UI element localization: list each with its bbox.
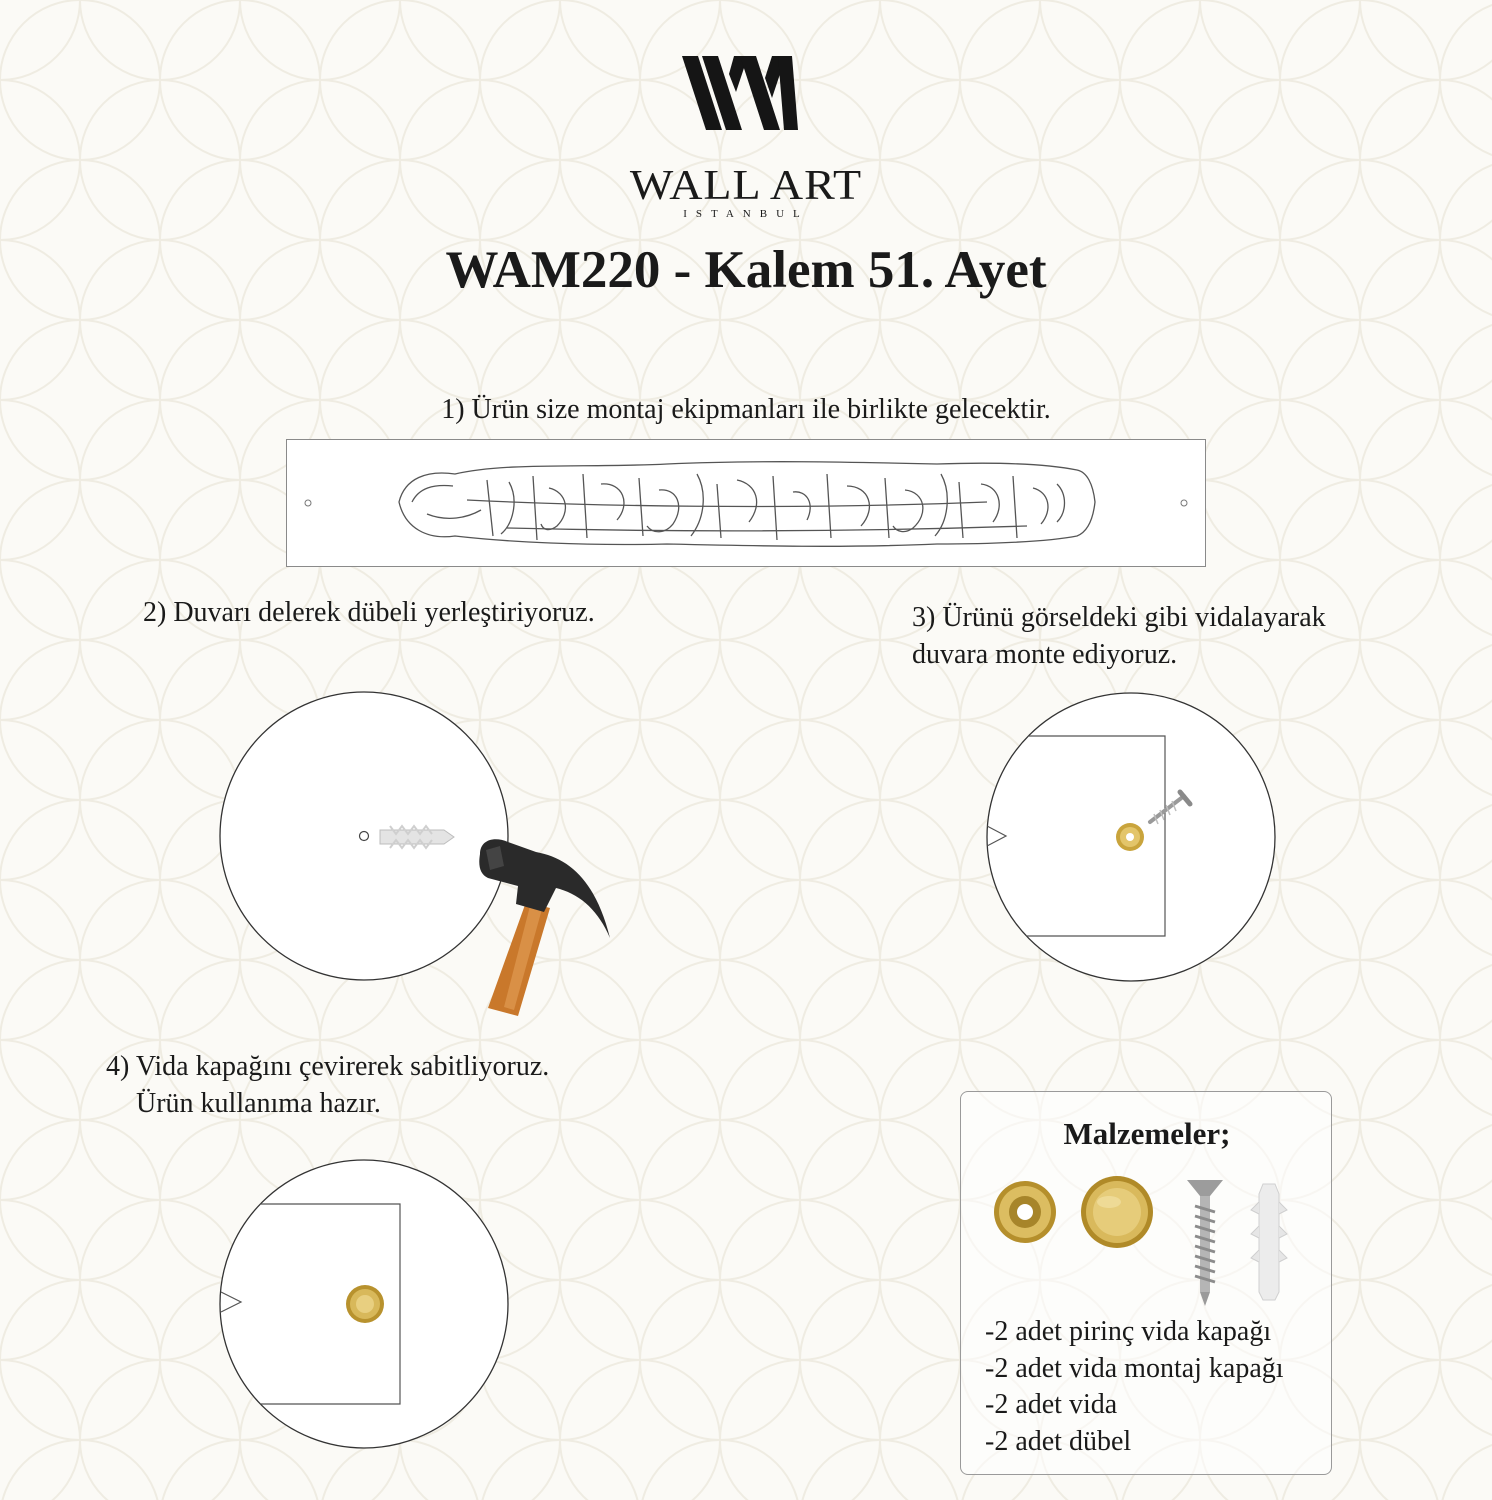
step-3-text [912, 599, 1432, 673]
step-4-illustration [218, 1158, 512, 1452]
step-2-text: 2) Duvarı delerek dübeli yerleştiriyoruz. [143, 597, 595, 628]
material-item: -2 adet dübel [985, 1425, 1132, 1457]
calligraphy-artwork [287, 440, 1205, 566]
materials-box [960, 1091, 1332, 1475]
step-3-line-1: 3) Ürünü görseldeki gibi vidalayarak [912, 602, 1326, 633]
brand-name: WALL ART [629, 161, 863, 208]
hammer-icon [479, 839, 610, 1016]
step-4-text [106, 1048, 666, 1122]
brass-cap-icon [346, 1285, 384, 1323]
material-item: -2 adet pirinç vida kapağı [985, 1316, 1272, 1347]
materials-title: Malzemeler; [1063, 1116, 1231, 1151]
step-3-line-2: duvara monte ediyoruz. [912, 639, 1178, 670]
brass-washer-icon [1116, 823, 1144, 851]
screw-icon [1183, 1174, 1227, 1308]
brand-subname: ISTANBUL [683, 208, 809, 220]
materials-list [985, 1314, 1284, 1460]
step-3-illustration [984, 690, 1278, 984]
material-item: -2 adet vida [985, 1389, 1118, 1420]
step-4-line-2: Ürün kullanıma hazır. [136, 1088, 381, 1119]
brass-cap-icon [1079, 1174, 1155, 1250]
wm-monogram-icon [676, 52, 800, 134]
product-panel [286, 439, 1206, 567]
material-item: -2 adet vida montaj kapağı [985, 1352, 1284, 1384]
step-4-line-1: 4) Vida kapağını çevirerek sabitliyoruz. [106, 1051, 550, 1082]
step-2-illustration [218, 690, 618, 1022]
page-title: WAM220 - Kalem 51. Ayet [445, 241, 1047, 299]
wall-plug-icon [1247, 1180, 1291, 1304]
step-1-text: 1) Ürün size montaj ekipmanları ile birlikte gelecektir. [441, 394, 1051, 425]
brass-washer-icon [991, 1178, 1059, 1246]
